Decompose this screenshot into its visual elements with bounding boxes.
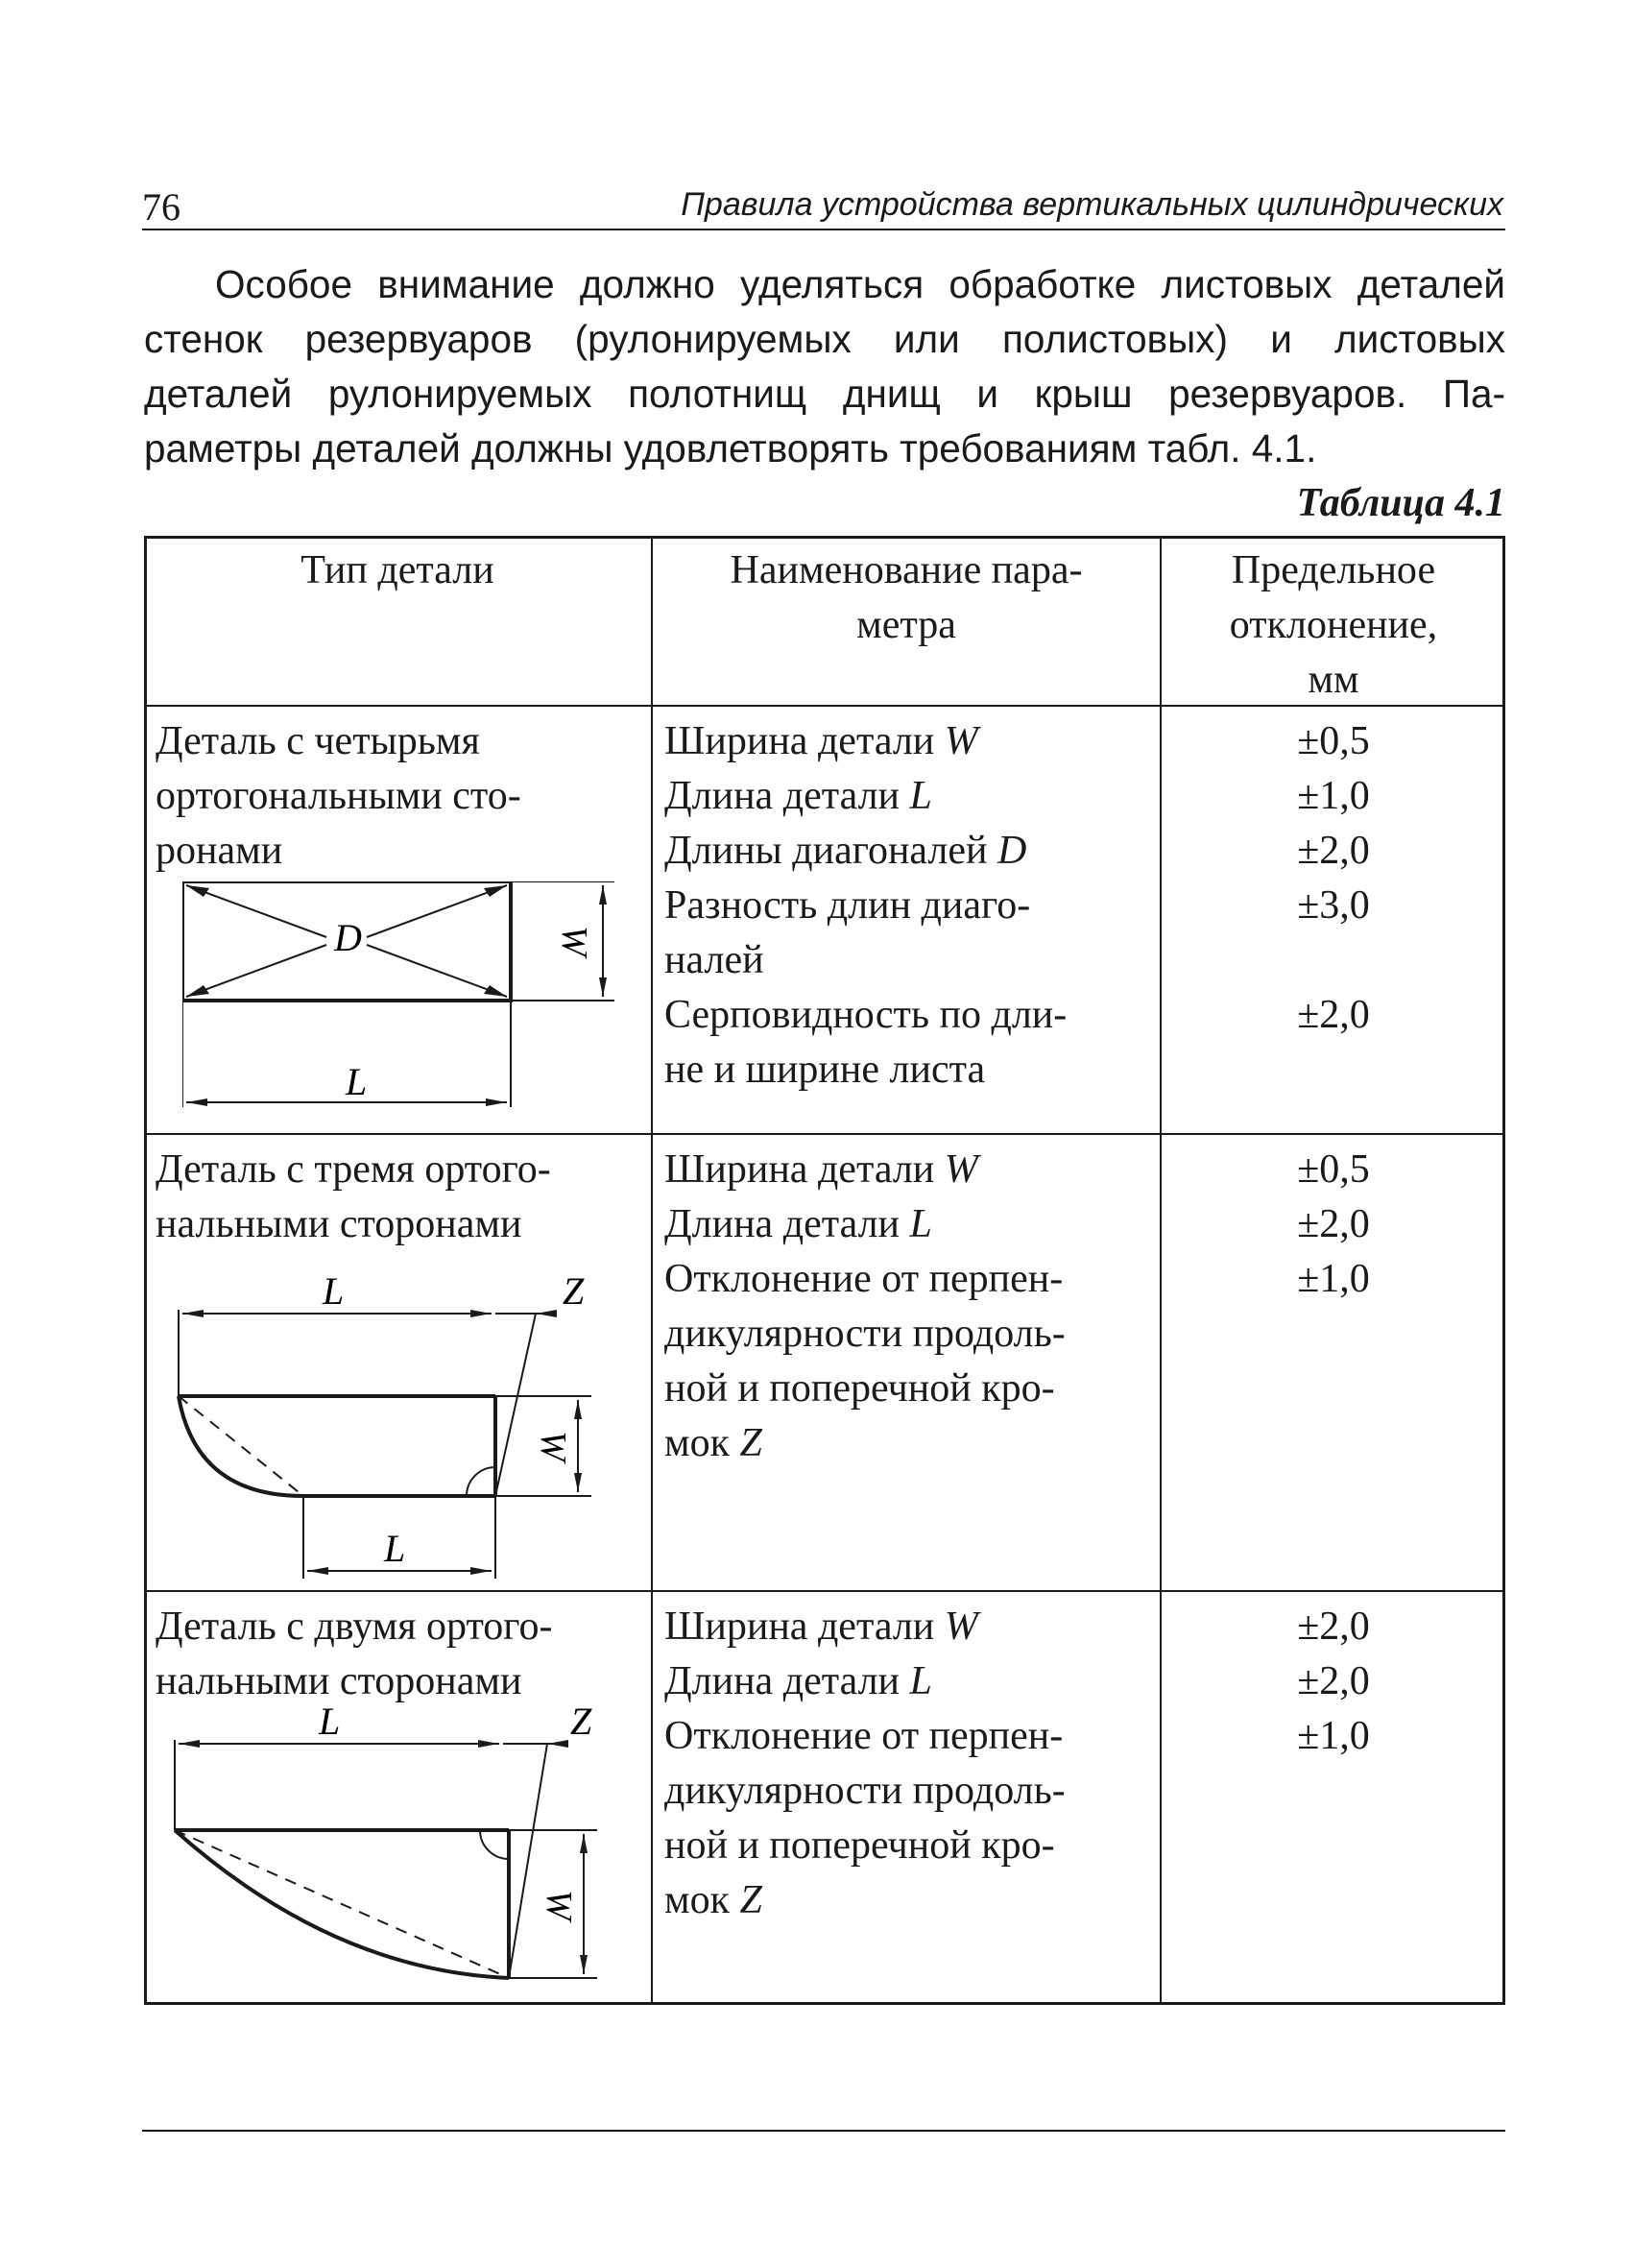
row-divider [144,1133,1505,1135]
row2-deviations: ±0,5 ±2,0 ±1,0 [1297,1147,1370,1301]
deviation-table [144,536,1505,2005]
label-z: Z [563,1269,585,1313]
row2-parameters: Ширина детали W Длина детали L Отклонение от перпен- дикулярности продоль- ной и поперечной кро- мок Z [664,1147,1066,1465]
two-sided-part-figure [169,1700,620,1997]
label-l-bottom: L [384,1527,406,1570]
label-w: W [554,926,594,956]
row3-type: Деталь с двумя ортого- нальными сторонами [156,1604,553,1703]
paragraph-line: Особое внимание должно уделяться обработке листовых деталей [215,262,1505,306]
paragraph-line: раметры деталей должны удовлетворять требованиям табл. 4.1. [144,426,1317,470]
rectangle-part-figure [182,881,643,1131]
row-divider [144,1590,1505,1592]
footer-rule [142,2130,1505,2132]
label-l: L [346,1060,368,1103]
body-paragraph [144,257,1505,476]
row2-type: Деталь с тремя ортого- нальными сторонами [156,1147,551,1246]
row1-type: Деталь с четырьмя ортогональными сто- ронами [156,719,521,873]
row3-parameters: Ширина детали W Длина детали L Отклонение от перпен- дикулярности продоль- ной и поперечной кро- мок Z [664,1604,1066,1922]
label-l: L [319,1700,341,1743]
row3-deviations: ±2,0 ±2,0 ±1,0 [1297,1604,1370,1758]
label-z: Z [570,1700,592,1743]
header-type: Тип детали [300,548,494,592]
running-title: Правила устройства вертикальных цилиндрических [681,186,1503,223]
row1-parameters: Ширина детали W Длина детали L Длины диагоналей D Разность длин диаго- налей Серповидность по дли- не и ширине листа [664,719,1068,1092]
header-deviation: Предельное отклонение, мм [1229,548,1438,702]
label-w: W [533,1431,573,1461]
table-caption: Таблица 4.1 [1296,481,1505,525]
label-w: W [539,1890,579,1920]
row1-deviations: ±0,5 ±1,0 ±2,0 ±3,0 ±2,0 [1297,719,1370,1037]
page-number: 76 [142,185,180,229]
column-divider [651,536,653,2005]
label-d: D [334,916,362,959]
paragraph-line: стенок резервуаров (рулонируемых или полистовых) и листовых [144,317,1505,361]
header-parameter: Наименование пара- метра [730,548,1083,647]
label-l-top: L [323,1269,345,1313]
three-sided-part-figure [179,1269,620,1586]
page-header [142,182,1505,230]
paragraph-line: деталей рулонируемых полотнищ днищ и крыш резервуаров. Па- [144,372,1505,416]
